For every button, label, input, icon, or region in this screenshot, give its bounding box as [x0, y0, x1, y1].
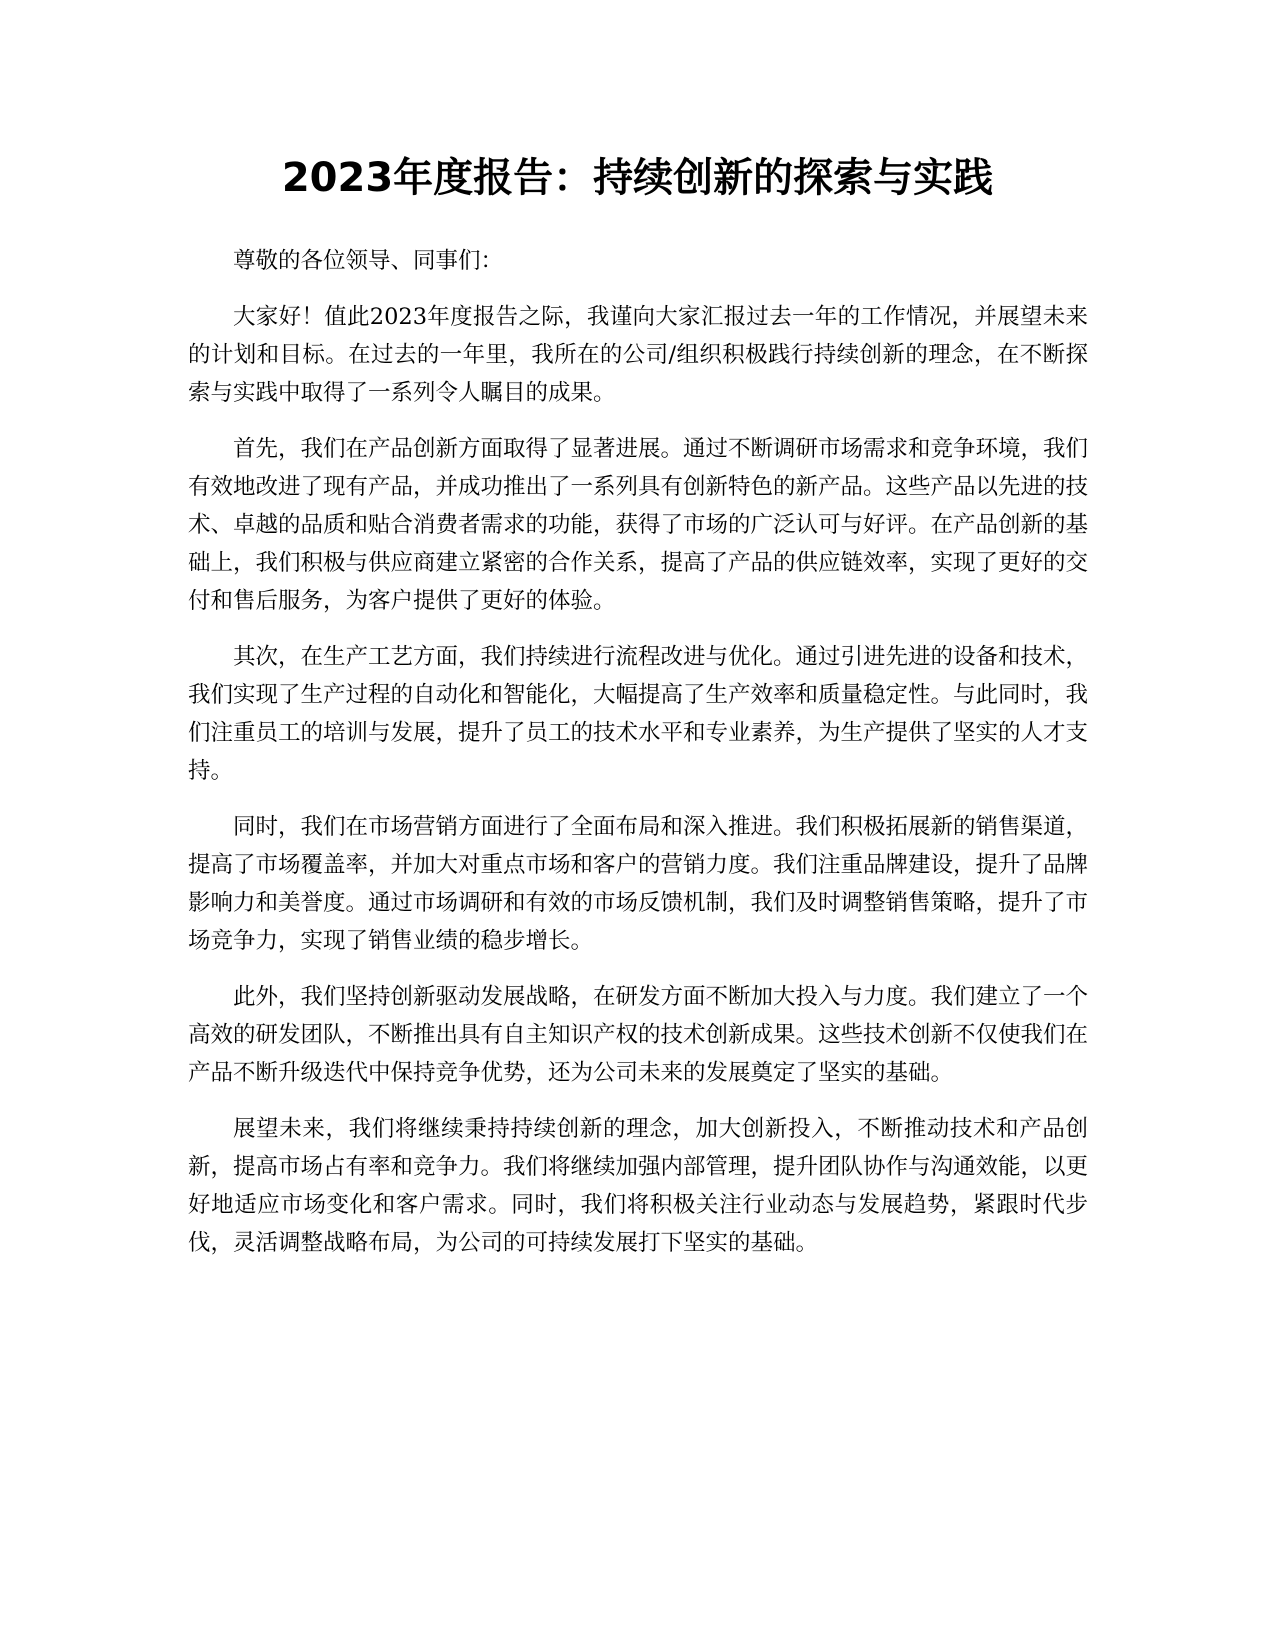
document-title: 2023年度报告：持续创新的探索与实践: [281, 155, 994, 201]
outlook-paragraph: 展望未来，我们将继续秉持持续创新的理念，加大创新投入，不断推动技术和产品创新，提高市场占有率和竞争力。我们将继续加强内部管理，提升团队协作与沟通效能，以更好地适应市场变化和客户需求。同时，我们将积极关注行业动态与发展趋势，紧跟时代步伐，灵活调整战略布局，为公司的可持续发展打下坚实的基础。: [188, 1116, 1089, 1256]
production-process-paragraph: 其次，在生产工艺方面，我们持续进行流程改进与优化。通过引进先进的设备和技术，我们实现了生产过程的自动化和智能化，大幅提高了生产效率和质量稳定性。与此同时，我们注重员工的培训与发展，提升了员工的技术水平和专业素养，为生产提供了坚实的人才支持。: [188, 644, 1089, 784]
salutation-paragraph: 尊敬的各位领导、同事们：: [233, 248, 504, 274]
product-innovation-paragraph: 首先，我们在产品创新方面取得了显著进展。通过不断调研市场需求和竞争环境，我们有效地改进了现有产品，并成功推出了一系列具有创新特色的新产品。这些产品以先进的技术、卓越的品质和贴合消费者需求的功能，获得了市场的广泛认可与好评。在产品创新的基础上，我们积极与供应商建立紧密的合作关系，提高了产品的供应链效率，实现了更好的交付和售后服务，为客户提供了更好的体验。: [188, 436, 1089, 614]
intro-paragraph: 大家好！值此2023年度报告之际，我谨向大家汇报过去一年的工作情况，并展望未来的计划和目标。在过去的一年里，我所在的公司/组织积极践行持续创新的理念，在不断探索与实践中取得了一系列令人瞩目的成果。: [188, 304, 1088, 406]
research-paragraph: 此外，我们坚持创新驱动发展战略，在研发方面不断加大投入与力度。我们建立了一个高效的研发团队，不断推出具有自主知识产权的技术创新成果。这些技术创新不仅使我们在产品不断升级迭代中保持竞争优势，还为公司未来的发展奠定了坚实的基础。: [188, 984, 1089, 1086]
document-body: [188, 242, 1088, 1280]
marketing-paragraph: 同时，我们在市场营销方面进行了全面布局和深入推进。我们积极拓展新的销售渠道，提高了市场覆盖率，并加大对重点市场和客户的营销力度。我们注重品牌建设，提升了品牌影响力和美誉度。通过市场调研和有效的市场反馈机制，我们及时调整销售策略，提升了市场竞争力，实现了销售业绩的稳步增长。: [188, 814, 1089, 954]
